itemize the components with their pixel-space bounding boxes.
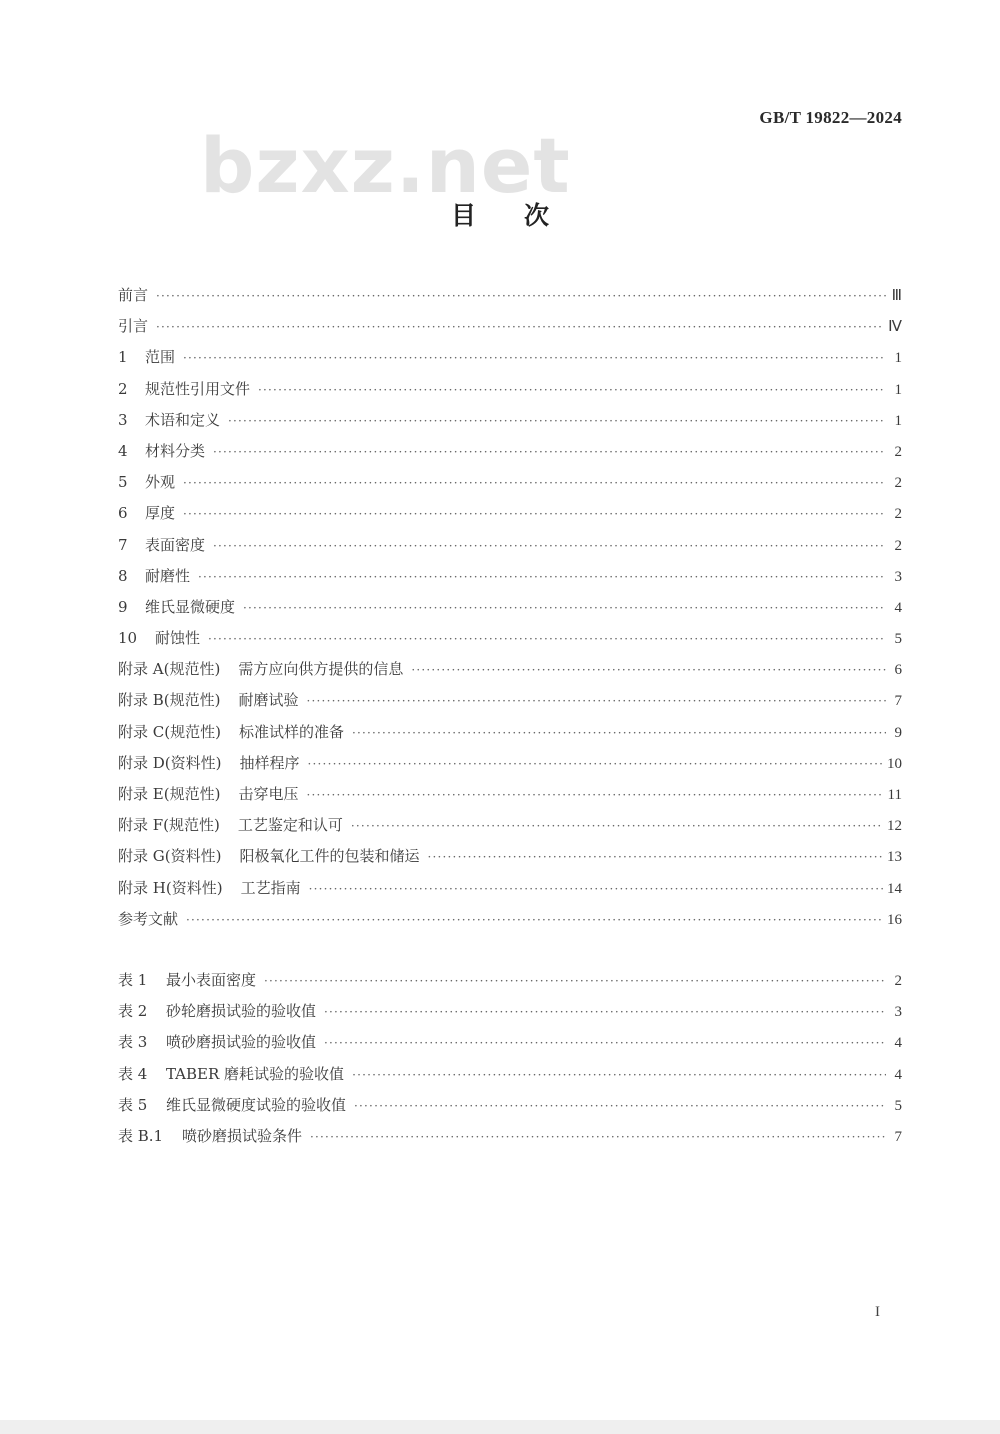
toc-entry[interactable] <box>118 623 902 654</box>
toc-entry-annex: 附录 G(资料性) <box>118 847 222 866</box>
toc-entry[interactable] <box>118 342 902 373</box>
dot-leader <box>307 686 886 717</box>
toc-entry[interactable] <box>118 530 902 561</box>
toc-entry-page: 11 <box>887 787 902 803</box>
toc-entry-page: 1 <box>894 412 902 429</box>
toc-entry-title: 范围 <box>145 348 176 367</box>
table-page: 5 <box>894 1097 902 1114</box>
table-title: TABER 磨耗试验的验收值 <box>166 1064 345 1083</box>
dot-leader <box>243 593 886 624</box>
table-label: 表 3 <box>118 1033 148 1052</box>
toc-entry-title: 术语和定义 <box>145 410 221 429</box>
toc-entry-number: 6 <box>118 504 128 523</box>
toc-entry-title: 阳极氧化工件的包装和储运 <box>239 847 420 866</box>
table-title: 砂轮磨损试验的验收值 <box>166 1002 317 1021</box>
toc-entry-title: 击穿电压 <box>238 785 299 803</box>
dot-leader <box>411 655 886 686</box>
toc-entry[interactable] <box>118 374 902 405</box>
table-list-entry[interactable] <box>118 996 902 1027</box>
toc-entry[interactable] <box>118 748 902 779</box>
table-title: 最小表面密度 <box>166 971 257 989</box>
toc-entry-page: Ⅳ <box>888 319 902 336</box>
table-label: 表 1 <box>118 971 148 989</box>
dot-leader <box>308 749 883 780</box>
page-number: I <box>875 1304 880 1320</box>
table-page: 7 <box>894 1128 902 1145</box>
toc-entry-page: 12 <box>887 818 902 835</box>
table-label: 表 5 <box>118 1095 148 1114</box>
toc-entry-page: 2 <box>894 506 902 523</box>
table-list-entry[interactable] <box>118 1121 902 1152</box>
toc-entry-page: 13 <box>887 849 902 866</box>
toc-entry-page: 16 <box>887 911 902 928</box>
toc-entry-annex: 附录 B(规范性) <box>118 691 221 710</box>
toc-entry-title: 外观 <box>145 473 176 492</box>
toc-entry-title: 参考文献 <box>118 909 179 928</box>
list-of-tables <box>118 965 902 1152</box>
dot-leader <box>306 780 883 811</box>
toc-entry-title: 耐蚀性 <box>155 629 201 648</box>
toc-entry-annex: 附录 F(规范性) <box>118 816 220 835</box>
dot-leader <box>310 1122 886 1153</box>
toc-entry-title: 引言 <box>118 317 149 336</box>
table-list-entry[interactable] <box>118 1059 902 1090</box>
toc-entry-number: 1 <box>118 348 128 367</box>
toc-entry[interactable] <box>118 280 902 311</box>
dot-leader <box>228 406 886 437</box>
toc-entry[interactable] <box>118 841 902 872</box>
table-of-contents <box>118 280 902 935</box>
dot-leader <box>351 811 883 842</box>
toc-entry[interactable] <box>118 498 902 529</box>
toc-entry-title: 维氏显微硬度 <box>145 597 236 616</box>
table-label: 表 4 <box>118 1064 148 1083</box>
toc-entry-page: 14 <box>887 880 902 897</box>
dot-leader <box>427 842 883 873</box>
table-title: 维氏显微硬度试验的验收值 <box>166 1095 347 1114</box>
viewer-bottom-strip <box>0 1420 1000 1434</box>
toc-entry-page: 2 <box>894 443 902 460</box>
toc-entry-page: 9 <box>894 724 902 741</box>
toc-entry[interactable] <box>118 654 902 685</box>
toc-entry-number: 3 <box>118 410 128 429</box>
dot-leader <box>186 905 883 936</box>
toc-entry-annex: 附录 A(规范性) <box>118 660 221 679</box>
dot-leader <box>156 312 884 343</box>
table-page: 2 <box>894 973 902 989</box>
toc-entry-number: 9 <box>118 597 128 616</box>
toc-entry-title: 标准试样的准备 <box>238 722 344 741</box>
toc-entry[interactable] <box>118 717 902 748</box>
toc-entry-title: 耐磨试验 <box>238 691 299 710</box>
toc-entry-annex: 附录 E(规范性) <box>118 785 221 803</box>
toc-entry-number: 8 <box>118 566 128 585</box>
toc-entry-number: 5 <box>118 473 128 492</box>
page-title: 目次 <box>450 201 597 230</box>
toc-entry-title: 需方应向供方提供的信息 <box>238 660 404 679</box>
toc-entry[interactable] <box>118 779 902 810</box>
dot-leader <box>208 624 886 655</box>
standard-code: GB/T 19822—2024 <box>759 108 902 127</box>
toc-entry[interactable] <box>118 436 902 467</box>
toc-entry-title: 抽样程序 <box>239 753 300 772</box>
dot-leader <box>183 499 886 530</box>
table-page: 4 <box>894 1035 902 1052</box>
toc-entry-title: 规范性引用文件 <box>145 379 251 398</box>
toc-entry-page: 1 <box>894 381 902 398</box>
table-page: 3 <box>894 1004 902 1021</box>
dot-leader <box>352 718 886 749</box>
toc-entry-title: 耐磨性 <box>145 566 191 585</box>
toc-entry-page: 10 <box>887 755 902 772</box>
dot-leader <box>352 1060 886 1091</box>
toc-entry-page: 1 <box>894 350 902 367</box>
table-label: 表 2 <box>118 1002 148 1021</box>
toc-entry-page: 6 <box>894 662 902 679</box>
dot-leader <box>156 281 886 312</box>
table-list-entry[interactable] <box>118 965 902 996</box>
toc-entry[interactable] <box>118 405 902 436</box>
toc-entry[interactable] <box>118 873 902 904</box>
toc-entry-number: 4 <box>118 441 128 460</box>
toc-entry[interactable] <box>118 467 902 498</box>
dot-leader <box>309 874 883 905</box>
toc-entry-page: 2 <box>894 537 902 554</box>
dot-leader <box>183 468 886 499</box>
table-page: 4 <box>894 1066 902 1083</box>
dot-leader <box>354 1091 886 1122</box>
table-label: 表 B.1 <box>118 1126 164 1145</box>
toc-entry-title: 前言 <box>118 286 149 304</box>
dot-leader <box>264 966 886 997</box>
table-list-entry[interactable] <box>118 1090 902 1121</box>
toc-entry[interactable] <box>118 810 902 841</box>
dot-leader <box>213 531 886 562</box>
dot-leader <box>183 343 886 374</box>
toc-entry-page: Ⅲ <box>891 288 902 304</box>
toc-entry-number: 10 <box>118 629 138 648</box>
toc-entry-annex: 附录 H(资料性) <box>118 878 223 897</box>
toc-entry-annex: 附录 D(资料性) <box>118 753 222 772</box>
toc-entry-title: 工艺指南 <box>240 878 301 897</box>
watermark: bzxz.net <box>200 121 571 210</box>
toc-entry-page: 2 <box>894 475 902 492</box>
toc-entry-page: 4 <box>894 599 902 616</box>
dot-leader <box>213 437 886 468</box>
toc-entry-annex: 附录 C(规范性) <box>118 722 221 741</box>
toc-entry[interactable] <box>118 311 902 342</box>
toc-entry-title: 工艺鉴定和认可 <box>237 816 343 835</box>
toc-entry-title: 表面密度 <box>145 535 206 554</box>
table-title: 喷砂磨损试验条件 <box>182 1126 303 1145</box>
dot-leader <box>324 1028 886 1059</box>
toc-entry[interactable] <box>118 904 902 935</box>
table-title: 喷砂磨损试验的验收值 <box>166 1033 317 1052</box>
toc-entry[interactable] <box>118 561 902 592</box>
toc-entry-page: 7 <box>894 693 902 710</box>
toc-entry-number: 2 <box>118 379 128 398</box>
dot-leader <box>324 997 886 1028</box>
toc-entry-number: 7 <box>118 535 128 554</box>
toc-entry-title: 厚度 <box>145 504 176 523</box>
toc-entry-page: 3 <box>894 568 902 585</box>
table-list-entry[interactable] <box>118 1027 902 1058</box>
toc-entry-page: 5 <box>894 631 902 648</box>
dot-leader <box>258 375 886 406</box>
toc-entry-title: 材料分类 <box>145 441 206 460</box>
toc-entry[interactable] <box>118 592 902 623</box>
toc-entry[interactable] <box>118 685 902 716</box>
dot-leader <box>198 562 886 593</box>
